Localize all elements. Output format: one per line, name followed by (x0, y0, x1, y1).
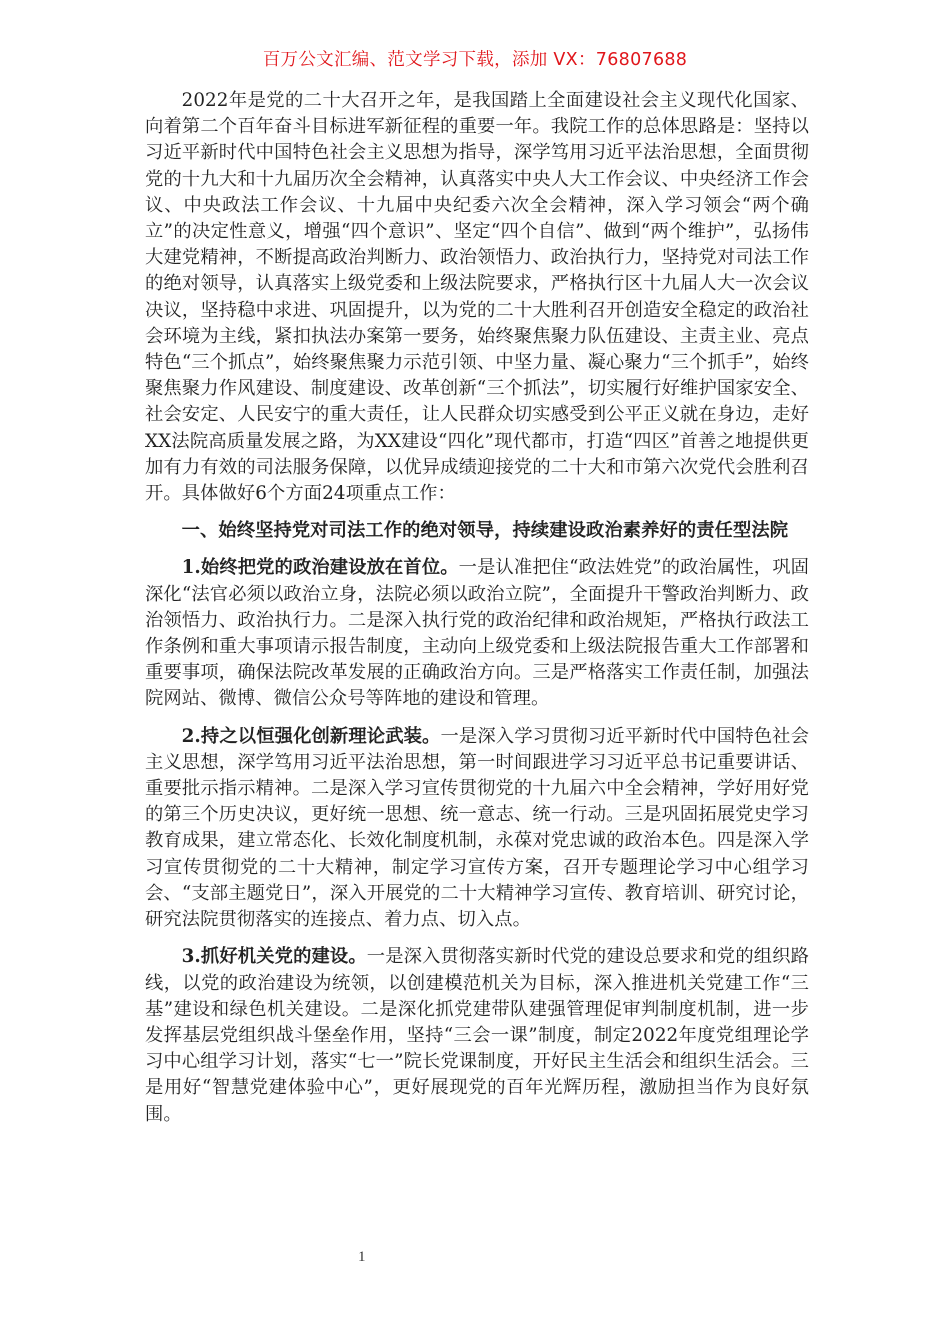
item-paragraph-1 (145, 555, 809, 712)
item-paragraph-2 (145, 724, 809, 934)
page-number: 1 (358, 1249, 366, 1265)
item-lead-3: 3.抓好机关党的建设。 (181, 946, 367, 968)
section-heading: 一、始终坚持党对司法工作的绝对领导，持续建设政治素养好的责任型法院 (181, 520, 789, 542)
item-paragraph-3 (145, 944, 809, 1127)
item-body-2: 一是深入学习贯彻习近平新时代中国特色社会主义思想，深学笃用习近平法治思想，第一时间跟进学习习近平总书记重要讲话、重要批示指示精神。二是深入学习宣传贯彻党的十九届六中全会精神，学好用好党的第三个历史决议，更好统一思想、统一意志、统一行动。三是巩固拓展党史学习教育成果，建立常态化、长效化制度机制，永葆对党忠诚的政治本色。四是深入学习宣传贯彻党的二十大精神，制定学习宣传方案，召开专题理论学习中心组学习会、“支部主题党日”，深入开展党的二十大精神学习宣传、教育培训、研究讨论，研究法院贯彻落实的连接点、着力点、切入点。 (145, 725, 809, 931)
item-body-3: 一是深入贯彻落实新时代党的建设总要求和党的组织路线，以党的政治建设为统领，以创建模范机关为目标，深入推进机关党建工作“三基”建设和绿色机关建设。二是深化抓党建带队建强管理促审判制度机制，进一步发挥基层党组织战斗堡垒作用，坚持“三会一课”制度，制定2022年度党组理论学习中心组学习计划，落实“七一”院长党课制度，开好民主生活会和组织生活会。三是用好“智慧党建体验中心”，更好展现党的百年光辉历程，激励担当作为良好氛围。 (145, 946, 809, 1125)
watermark-banner: 百万公文汇编、范文学习下载，添加 VX：76807688 (262, 50, 688, 70)
item-lead-1: 1.始终把党的政治建设放在首位。 (181, 557, 459, 579)
document-body (145, 88, 809, 1128)
item-body-1: 一是认准把住“政法姓党”的政治属性，巩固深化“法官必须以政治立身，法院必须以政治立院”，全面提升干警政治判断力、政治领悟力、政治执行力。二是深入执行党的政治纪律和政治规矩，严格执行政法工作条例和重大事项请示报告制度，主动向上级党委和上级法院报告重大工作部署和重要事项，确保法院改革发展的正确政治方向。三是严格落实工作责任制，加强法院网站、微博、微信公众号等阵地的建设和管理。 (145, 557, 809, 710)
intro-paragraph: 2022年是党的二十大召开之年，是我国踏上全面建设社会主义现代化国家、向着第二个百年奋斗目标进军新征程的重要一年。我院工作的总体思路是：坚持以习近平新时代中国特色社会主义思想为指导，深学笃用习近平法治思想，全面贯彻党的十九大和十九届历次全会精神，认真落实中央人大工作会议、中央经济工作会议、中央政法工作会议、十九届中央纪委六次全会精神，深入学习领会“两个确立”的决定性意义，增强“四个意识”、坚定“四个自信”、做到“两个维护”，弘扬伟大建党精神，不断提高政治判断力、政治领悟力、政治执行力，坚持党对司法工作的绝对领导，认真落实上级党委和上级法院要求，严格执行区十九届人大一次会议决议，坚持稳中求进、巩固提升，以为党的二十大胜利召开创造安全稳定的政治社会环境为主线，紧扣执法办案第一要务，始终聚焦聚力队伍建设、主责主业、亮点特色“三个抓点”，始终聚焦聚力示范引领、中坚力量、凝心聚力“三个抓手”，始终聚焦聚力作风建设、制度建设、改革创新“三个抓法”，切实履行好维护国家安全、社会安定、人民安宁的重大责任，让人民群众切实感受到公平正义就在身边，走好XX法院高质量发展之路，为XX建设“四化”现代都市，打造“四区”首善之地提供更加有力有效的司法服务保障，以优异成绩迎接党的二十大和市第六次党代会胜利召开。具体做好6个方面24项重点工作： (145, 90, 809, 505)
item-lead-2: 2.持之以恒强化创新理论武装。 (181, 725, 441, 747)
